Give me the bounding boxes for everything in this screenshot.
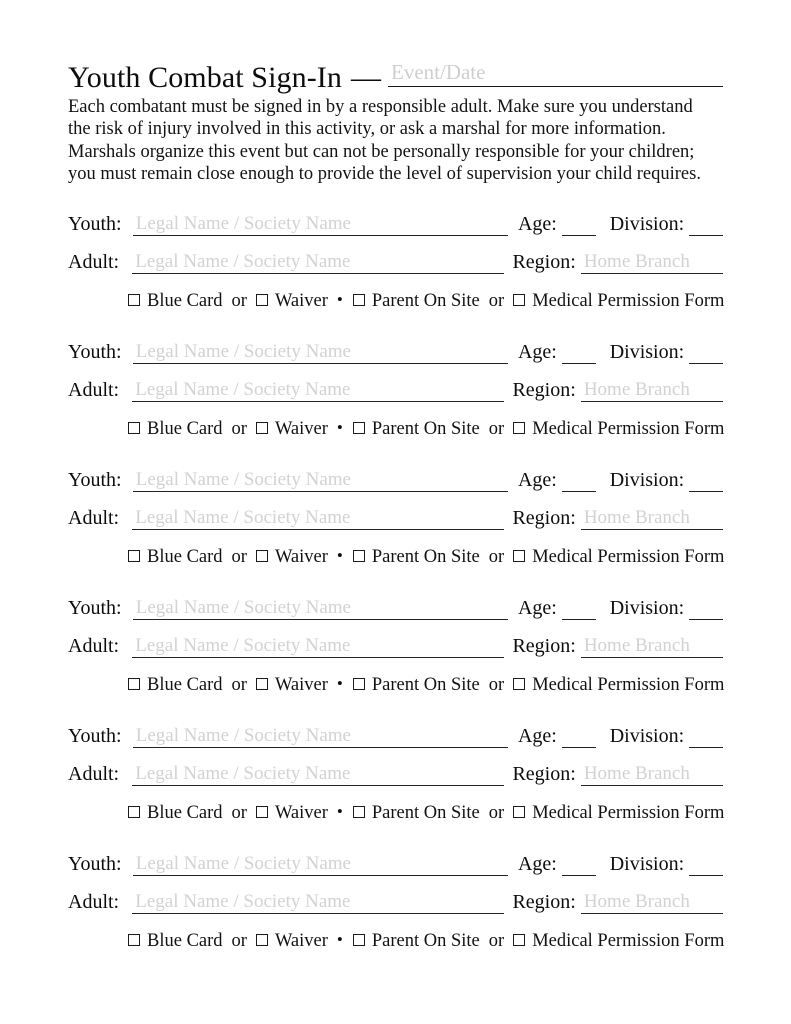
checkbox-medical-permission[interactable]	[513, 422, 525, 434]
blue-card-label: Blue Card	[147, 931, 223, 951]
adult-name-input[interactable]	[132, 634, 504, 658]
or-label-1: or	[231, 419, 247, 439]
signin-entry	[0, 852, 791, 980]
adult-row	[68, 250, 723, 274]
event-date-input[interactable]	[388, 56, 723, 87]
region-placeholder: Home Branch	[583, 763, 690, 784]
adult-name-placeholder: Legal Name / Society Name	[135, 251, 351, 272]
region-input[interactable]	[581, 250, 723, 274]
youth-row	[68, 212, 723, 236]
adult-name-input[interactable]	[132, 890, 504, 914]
region-label: Region:	[512, 507, 576, 529]
or-label-1: or	[231, 931, 247, 951]
checkbox-blue-card[interactable]	[128, 934, 140, 946]
waiver-label: Waiver	[274, 931, 328, 951]
adult-name-input[interactable]	[132, 506, 504, 530]
youth-name-placeholder: Legal Name / Society Name	[135, 725, 351, 746]
page-title: Youth Combat Sign-In	[68, 61, 342, 94]
title-dash: —	[351, 61, 381, 94]
adult-row	[68, 890, 723, 914]
youth-label: Youth:	[68, 213, 122, 235]
blue-card-label: Blue Card	[147, 803, 223, 823]
waiver-label: Waiver	[274, 803, 328, 823]
form-header	[68, 56, 723, 95]
division-label: Division:	[609, 597, 685, 619]
region-placeholder: Home Branch	[583, 891, 690, 912]
region-input[interactable]	[581, 890, 723, 914]
or-label-1: or	[231, 803, 247, 823]
signin-entry	[0, 340, 791, 468]
waiver-label: Waiver	[274, 291, 328, 311]
or-label-2: or	[488, 547, 505, 567]
youth-label: Youth:	[68, 469, 122, 491]
region-placeholder: Home Branch	[583, 635, 690, 656]
blue-card-label: Blue Card	[147, 419, 223, 439]
adult-name-input[interactable]	[132, 250, 504, 274]
age-input[interactable]	[562, 600, 596, 620]
parent-on-site-label: Parent On Site	[371, 547, 480, 567]
adult-label: Adult:	[68, 251, 120, 273]
division-input[interactable]	[689, 728, 723, 748]
age-input[interactable]	[562, 344, 596, 364]
blue-card-label: Blue Card	[147, 675, 223, 695]
division-input[interactable]	[689, 600, 723, 620]
adult-name-placeholder: Legal Name / Society Name	[135, 891, 351, 912]
waiver-label: Waiver	[274, 675, 328, 695]
instructions-line-3: Marshals organize this event but can not be personally responsible for your children;	[68, 141, 695, 162]
bullet-separator-icon: •	[336, 930, 343, 949]
checkbox-parent-on-site[interactable]	[353, 422, 365, 434]
region-label: Region:	[512, 379, 576, 401]
youth-name-placeholder: Legal Name / Society Name	[135, 597, 351, 618]
checkbox-medical-permission[interactable]	[513, 806, 525, 818]
youth-name-placeholder: Legal Name / Society Name	[135, 469, 351, 490]
or-label-1: or	[231, 547, 247, 567]
age-input[interactable]	[562, 472, 596, 492]
document-checkbox-row	[128, 802, 733, 824]
division-label: Division:	[609, 469, 685, 491]
parent-on-site-label: Parent On Site	[371, 675, 480, 695]
region-label: Region:	[512, 891, 576, 913]
bullet-separator-icon: •	[336, 802, 343, 821]
checkbox-waiver[interactable]	[256, 550, 268, 562]
medical-permission-label: Medical Permission Form	[532, 419, 725, 439]
signin-entry	[0, 468, 791, 596]
parent-on-site-label: Parent On Site	[371, 803, 480, 823]
bullet-separator-icon: •	[336, 674, 343, 693]
division-label: Division:	[609, 853, 685, 875]
document-checkbox-row	[128, 546, 733, 568]
youth-name-input[interactable]	[133, 852, 508, 876]
youth-name-input[interactable]	[133, 596, 508, 620]
adult-name-input[interactable]	[132, 378, 504, 402]
document-checkbox-row	[128, 674, 733, 696]
division-label: Division:	[609, 341, 685, 363]
signin-entry-list	[0, 212, 791, 980]
adult-row	[68, 506, 723, 530]
age-input[interactable]	[562, 728, 596, 748]
checkbox-waiver[interactable]	[256, 934, 268, 946]
division-input[interactable]	[689, 344, 723, 364]
document-checkbox-row	[128, 418, 733, 440]
division-label: Division:	[609, 213, 685, 235]
age-label: Age:	[517, 597, 557, 619]
region-placeholder: Home Branch	[583, 251, 690, 272]
checkbox-blue-card[interactable]	[128, 422, 140, 434]
adult-row	[68, 378, 723, 402]
region-label: Region:	[512, 763, 576, 785]
medical-permission-label: Medical Permission Form	[532, 675, 725, 695]
youth-label: Youth:	[68, 597, 122, 619]
or-label-2: or	[488, 803, 505, 823]
division-label: Division:	[609, 725, 685, 747]
signin-entry	[0, 724, 791, 852]
adult-name-placeholder: Legal Name / Society Name	[135, 379, 351, 400]
youth-name-input[interactable]	[133, 212, 508, 236]
checkbox-waiver[interactable]	[256, 422, 268, 434]
region-label: Region:	[512, 635, 576, 657]
parent-on-site-label: Parent On Site	[371, 291, 480, 311]
youth-label: Youth:	[68, 725, 122, 747]
or-label-1: or	[231, 675, 247, 695]
checkbox-parent-on-site[interactable]	[353, 678, 365, 690]
checkbox-blue-card[interactable]	[128, 294, 140, 306]
adult-name-placeholder: Legal Name / Society Name	[135, 507, 351, 528]
age-label: Age:	[517, 213, 557, 235]
age-label: Age:	[517, 853, 557, 875]
or-label-2: or	[488, 291, 505, 311]
checkbox-parent-on-site[interactable]	[353, 550, 365, 562]
youth-name-placeholder: Legal Name / Society Name	[135, 853, 351, 874]
youth-name-input[interactable]	[133, 340, 508, 364]
checkbox-parent-on-site[interactable]	[353, 934, 365, 946]
medical-permission-label: Medical Permission Form	[532, 803, 725, 823]
checkbox-medical-permission[interactable]	[513, 294, 525, 306]
adult-name-input[interactable]	[132, 762, 504, 786]
or-label-2: or	[488, 675, 505, 695]
region-placeholder: Home Branch	[583, 507, 690, 528]
youth-name-input[interactable]	[133, 468, 508, 492]
bullet-separator-icon: •	[336, 418, 343, 437]
checkbox-medical-permission[interactable]	[513, 678, 525, 690]
checkbox-waiver[interactable]	[256, 294, 268, 306]
document-checkbox-row	[128, 290, 733, 312]
youth-label: Youth:	[68, 341, 122, 363]
signin-entry	[0, 212, 791, 340]
adult-label: Adult:	[68, 379, 120, 401]
signin-entry	[0, 596, 791, 724]
division-input[interactable]	[689, 472, 723, 492]
or-label-1: or	[231, 291, 247, 311]
youth-row	[68, 596, 723, 620]
or-label-2: or	[488, 419, 505, 439]
or-label-2: or	[488, 931, 505, 951]
youth-row	[68, 468, 723, 492]
checkbox-medical-permission[interactable]	[513, 550, 525, 562]
region-input[interactable]	[581, 634, 723, 658]
checkbox-blue-card[interactable]	[128, 550, 140, 562]
region-label: Region:	[512, 251, 576, 273]
parent-on-site-label: Parent On Site	[371, 419, 480, 439]
event-date-placeholder: Event/Date	[391, 60, 486, 84]
medical-permission-label: Medical Permission Form	[532, 547, 725, 567]
blue-card-label: Blue Card	[147, 547, 223, 567]
checkbox-parent-on-site[interactable]	[353, 294, 365, 306]
parent-on-site-label: Parent On Site	[371, 931, 480, 951]
age-input[interactable]	[562, 856, 596, 876]
youth-name-placeholder: Legal Name / Society Name	[135, 213, 351, 234]
age-label: Age:	[517, 341, 557, 363]
region-input[interactable]	[581, 762, 723, 786]
title-row	[68, 56, 723, 95]
adult-label: Adult:	[68, 507, 120, 529]
youth-row	[68, 852, 723, 876]
instructions-line-1: Each combatant must be signed in by a responsible adult. Make sure you understand	[68, 97, 693, 117]
region-placeholder: Home Branch	[583, 379, 690, 400]
division-input[interactable]	[689, 856, 723, 876]
checkbox-blue-card[interactable]	[128, 678, 140, 690]
adult-row	[68, 762, 723, 786]
blue-card-label: Blue Card	[147, 291, 223, 311]
region-input[interactable]	[581, 378, 723, 402]
bullet-separator-icon: •	[336, 290, 343, 309]
instructions-paragraph	[68, 96, 728, 185]
division-input[interactable]	[689, 216, 723, 236]
region-input[interactable]	[581, 506, 723, 530]
adult-name-placeholder: Legal Name / Society Name	[135, 763, 351, 784]
checkbox-medical-permission[interactable]	[513, 934, 525, 946]
age-input[interactable]	[562, 216, 596, 236]
youth-name-placeholder: Legal Name / Society Name	[135, 341, 351, 362]
youth-row	[68, 724, 723, 748]
youth-label: Youth:	[68, 853, 122, 875]
adult-row	[68, 634, 723, 658]
adult-label: Adult:	[68, 763, 120, 785]
instructions-line-4: you must remain close enough to provide the level of supervision your child requires.	[68, 163, 701, 184]
instructions-line-2: the risk of injury involved in this activity, or ask a marshal for more information.	[68, 119, 666, 140]
waiver-label: Waiver	[274, 419, 328, 439]
medical-permission-label: Medical Permission Form	[532, 291, 725, 311]
adult-name-placeholder: Legal Name / Society Name	[135, 635, 351, 656]
youth-row	[68, 340, 723, 364]
age-label: Age:	[517, 469, 557, 491]
medical-permission-label: Medical Permission Form	[532, 931, 725, 951]
checkbox-parent-on-site[interactable]	[353, 806, 365, 818]
adult-label: Adult:	[68, 891, 120, 913]
checkbox-waiver[interactable]	[256, 806, 268, 818]
document-checkbox-row	[128, 930, 733, 952]
bullet-separator-icon: •	[336, 546, 343, 565]
checkbox-waiver[interactable]	[256, 678, 268, 690]
checkbox-blue-card[interactable]	[128, 806, 140, 818]
age-label: Age:	[517, 725, 557, 747]
youth-name-input[interactable]	[133, 724, 508, 748]
adult-label: Adult:	[68, 635, 120, 657]
waiver-label: Waiver	[274, 547, 328, 567]
